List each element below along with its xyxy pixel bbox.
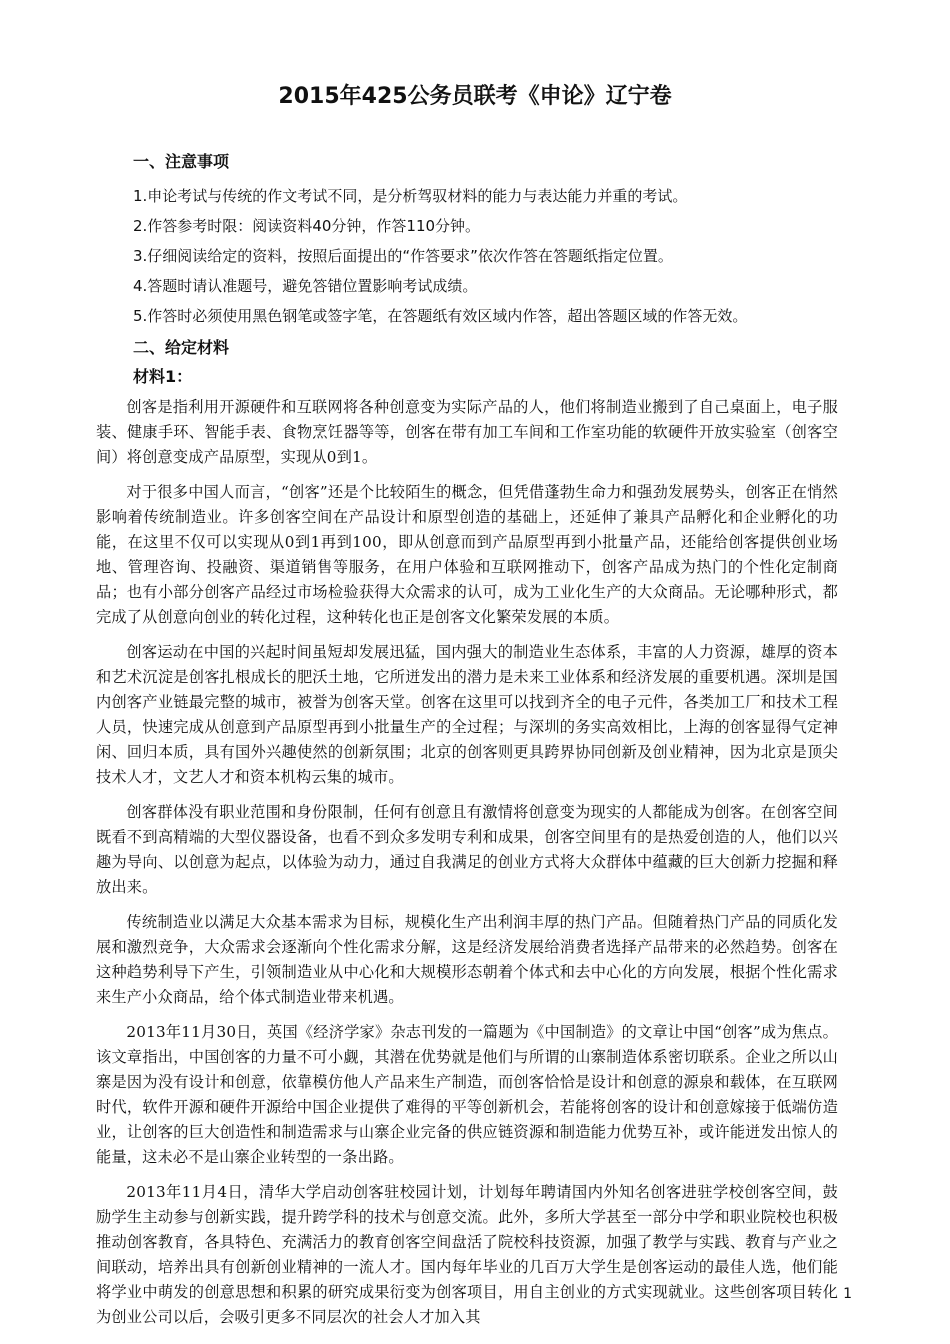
document-title: 2015年425公务员联考《申论》辽宁卷 xyxy=(278,84,672,109)
material-paragraph: 创客是指利用开源硬件和互联网将各种创意变为实际产品的人，他们将制造业搬到了自己桌面上，电子服装、健康手环、智能手表、食物烹饪器等等，创客在带有加工车间和工作室功能的软硬件开放实验室（创客空间）将创意变成产品原型，实现从0到1。 xyxy=(96,398,838,466)
notice-item: 5.作答时必须使用黑色钢笔或签字笔，在答题纸有效区域内作答，超出答题区域的作答无效。 xyxy=(133,307,748,325)
material-paragraph: 创客群体没有职业范围和身份限制，任何有创意且有激情将创意变为现实的人都能成为创客。在创客空间既看不到高精端的大型仪器设备，也看不到众多发明专利和成果，创客空间里有的是热爱创造的人，他们以兴趣为导向、以创意为起点，以体验为动力，通过自我满足的创业方式将大众群体中蕴藏的巨大创新力挖掘和释放出来。 xyxy=(96,803,838,896)
notice-item: 3.仔细阅读给定的资料，按照后面提出的“作答要求”依次作答在答题纸指定位置。 xyxy=(133,247,673,265)
material-paragraph: 对于很多中国人而言，“创客”还是个比较陌生的概念，但凭借蓬勃生命力和强劲发展势头，创客正在悄然影响着传统制造业。许多创客空间在产品设计和原型创造的基础上，还延伸了兼具产品孵化和企业孵化的功能，在这里不仅可以实现从0到1再到100，即从创意而到产品原型再到小批量产品，还能给创客提供创业场地、管理咨询、投融资、渠道销售等服务，在用户体验和互联网推动下，创客产品成为热门的个性化定制商品；也有小部分创客产品经过市场检验获得大众需求的认可，成为工业化生产的大众商品。无论哪种形式，都完成了从创意向创业的转化过程，这种转化也正是创客文化繁荣发展的本质。 xyxy=(96,483,838,626)
notice-item: 2.作答参考时限：阅读资料40分钟，作答110分钟。 xyxy=(133,217,481,235)
page-number: 1 xyxy=(843,1286,852,1302)
notice-item: 4.答题时请认准题号，避免答错位置影响考试成绩。 xyxy=(133,277,478,295)
notice-heading: 一、注意事项 xyxy=(133,152,230,171)
material-body xyxy=(96,395,838,1340)
material-label: 材料1： xyxy=(133,367,193,386)
materials-heading: 二、给定材料 xyxy=(133,338,230,357)
material-paragraph: 创客运动在中国的兴起时间虽短却发展迅猛，国内强大的制造业生态体系，丰富的人力资源，雄厚的资本和艺术沉淀是创客扎根成长的肥沃土地，它所迸发出的潜力是未来工业体系和经济发展的重要机遇。深圳是国内创客产业链最完整的城市，被誉为创客天堂。创客在这里可以找到齐全的电子元件，各类加工厂和技术工程人员，快速完成从创意到产品原型再到小批量生产的全过程；与深圳的务实高效相比，上海的创客显得气定神闲、回归本质，具有国外兴趣使然的创新氛围；北京的创客则更具跨界协同创新及创业精神，因为北京是顶尖技术人才，文艺人才和资本机构云集的城市。 xyxy=(96,643,838,786)
material-paragraph: 2013年11月30日，英国《经济学家》杂志刊发的一篇题为《中国制造》的文章让中国“创客”成为焦点。该文章指出，中国创客的力量不可小觑，其潜在优势就是他们与所谓的山寨制造体系密切联系。企业之所以山寨是因为没有设计和创意，依靠模仿他人产品来生产制造，而创客恰恰是设计和创意的源泉和载体，在互联网时代，软件开源和硬件开源给中国企业提供了难得的平等创新机会，若能将创客的设计和创意嫁接于低端仿造业，让创客的巨大创造性和制造需求与山寨企业完备的供应链资源和制造能力优势互补，或许能迸发出惊人的能量，这未必不是山寨企业转型的一条出路。 xyxy=(96,1023,838,1166)
notice-item: 1.申论考试与传统的作文考试不同，是分析驾驭材料的能力与表达能力并重的考试。 xyxy=(133,187,688,205)
material-paragraph: 2013年11月4日，清华大学启动创客驻校园计划，计划每年聘请国内外知名创客进驻学校创客空间，鼓励学生主动参与创新实践，提升跨学科的技术与创意交流。此外，多所大学甚至一部分中学和职业院校也积极推动创客教育，各具特色、充满活力的教育创客空间盘活了院校科技资源，加强了教学与实践、教育与产业之间联动，培养出具有创新创业精神的一流人才。国内每年毕业的几百万大学生是创客运动的最佳人选，他们能将学业中萌发的创意思想和积累的研究成果衍变为创客项目，用自主创业的方式实现就业。这些创客项目转化为创业公司以后，会吸引更多不同层次的社会人才加入其 xyxy=(96,1183,838,1326)
material-paragraph: 传统制造业以满足大众基本需求为目标，规模化生产出利润丰厚的热门产品。但随着热门产品的同质化发展和激烈竞争，大众需求会逐渐向个性化需求分解，这是经济发展给消费者选择产品带来的必然趋势。创客在这种趋势利导下产生，引领制造业从中心化和大规模形态朝着个体式和去中心化的方向发展，根据个性化需求来生产小众商品，给个体式制造业带来机遇。 xyxy=(96,913,838,1006)
